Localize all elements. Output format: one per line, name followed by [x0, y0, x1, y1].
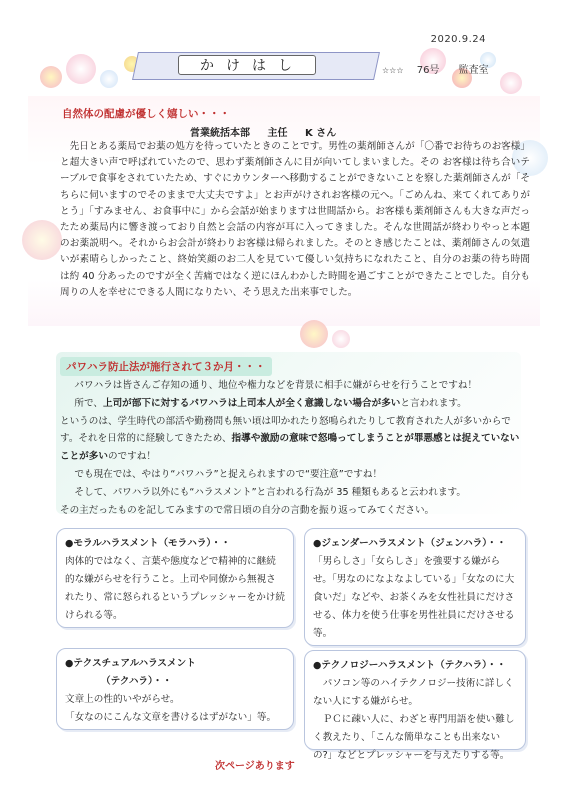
box-subtitle: （テクハラ）・・ — [101, 676, 172, 687]
box-body: 肉体的ではなく、言葉や態度などで精神的に継続的な嫌がらせを行うこと。上司や同僚から無視されたり、常に怒られるというプレッシャーをかけ続けられる等。 — [65, 556, 285, 621]
paragraph — [60, 413, 522, 466]
box-title: ●モラルハラスメント（モラハラ）・・ — [65, 538, 231, 549]
star-icons: ☆☆☆ — [382, 66, 404, 75]
box-title: ●テクスチュアルハラスメント — [65, 658, 196, 669]
box-body: 「男らしさ」「女らしさ」を強要する嫌がらせ。「男なのになよなよしている」「女なのに大食いだ」などや、お茶くみを女性社員にだけさせる、体力を使う仕事を男性社員にだけさせる等。 — [313, 556, 515, 639]
bold-text: 指導や激励の意味で怒鳴ってしまうことが罪悪感とは捉えていないことが多い — [60, 433, 520, 463]
gender-harassment-box — [304, 528, 526, 646]
text: と言われます。 — [400, 397, 467, 409]
box-body: パソコン等のハイテクノロジー技術に詳しくない人にする嫌がらせ。 — [313, 678, 514, 707]
textual-harassment-box — [56, 648, 294, 730]
bold-text: 上司が部下に対するパワハラは上司本人が全く意識しない場合が多い — [102, 397, 401, 409]
newsletter-title: かけはし — [178, 55, 316, 75]
section2-heading: パワハラ防止法が施行されて３か月・・・ — [60, 357, 272, 376]
section1-heading: 自然体の配慮が優しく嬉しい・・・ — [62, 108, 230, 120]
box-body: ＰＣに疎い人に、わざと専門用語を使い難しく教えたり、「こんな簡単なことも出来ないの?」などとプレッシャーを与えたりする等。 — [313, 714, 515, 761]
byline — [190, 124, 350, 139]
paragraph: そして、パワハラ以外にも“ハラスメント”と言われる行為が 35 種類もあると云われます。 — [74, 486, 466, 498]
floral-decoration-left — [22, 220, 62, 260]
issue-date: 2020.9.24 — [430, 34, 486, 45]
text: 所で、 — [74, 397, 103, 409]
floral-decoration-bottom-2 — [332, 330, 350, 348]
paragraph — [60, 395, 522, 413]
department: 監査室 — [458, 65, 489, 76]
byline-role: 主任 — [267, 128, 288, 139]
paragraph: でも現在では、やはり“パワハラ”と捉えられますので“要注意”ですね！ — [74, 468, 383, 480]
box-title: ●テクノロジーハラスメント（テクハラ）・・ — [313, 660, 507, 671]
box-body: 「女なのにこんな文章を書けるはずがない」等。 — [65, 712, 277, 723]
text: のですね！ — [107, 451, 156, 463]
paragraph: その主だったものを記してみますので常日頃の自分の言動を振り返ってみてください。 — [60, 504, 435, 516]
issue-info — [382, 61, 489, 76]
section1-body: 先日とある薬局でお薬の処方を待っていたときのことです。男性の薬剤師さんが「〇番でお待ちのお客様」と超大きい声で呼ばれていたので、思わず薬剤師さんに目が向いてしまいました。その お客様は待ち合いテーブルで食事をされていたため、すぐにカウンターへ移動することができないことを察した薬剤師さんが「そちらに伺いますのでそのままで大丈夫ですよ」とお声がけされお客様の元へ。「ごめんね、来てくれてありがとう」「すみません、お食事中に」から会話が始まりますは世間話から。お客様も薬剤師さんも大きな声だったため薬局内に響き渡っており自然と会話の内容が耳に入ってきました。そんな世間話が終わりやっと本題のお薬説明へ。それからお会計が終わりお客様は帰られました。そのとき感じたことは、薬剤師さんの気遣いが素晴らしかったこと、終始笑顔のお二人を見ていて優しい気持ちになれたこと、自分のお薬の待ち時間は約 40 分あったのですが全く苦痛ではなく逆にほんわかした時間を過ごすことができたことでした。自分も周りの人を幸せにできる人間になりたい、そう思えた出来事でした。 — [60, 141, 530, 298]
next-page-notice: 次ページあります — [215, 761, 295, 772]
moral-harassment-box — [56, 528, 294, 628]
box-body: 文章上の性的いやがらせ。 — [65, 694, 180, 705]
paragraph: パワハラは皆さんご存知の通り、地位や権力などを背景に相手に嫌がらせを行うことですね！ — [74, 380, 478, 391]
issue-number: 76号 — [416, 65, 440, 76]
box-title: ●ジェンダーハラスメント（ジェンハラ）・・ — [313, 538, 507, 549]
floral-decoration-bottom — [300, 320, 328, 348]
section2-body — [60, 377, 522, 519]
text: というのは、学生時代の部活や勤務問も無い頃は叩かれたり怒鳴られたりして教育された人が多いからです。それを日常的に経験してきたため、 — [60, 415, 511, 445]
byline-name: K さん — [304, 128, 337, 139]
byline-department: 営業統括本部 — [190, 128, 250, 139]
technology-harassment-box — [304, 650, 526, 761]
